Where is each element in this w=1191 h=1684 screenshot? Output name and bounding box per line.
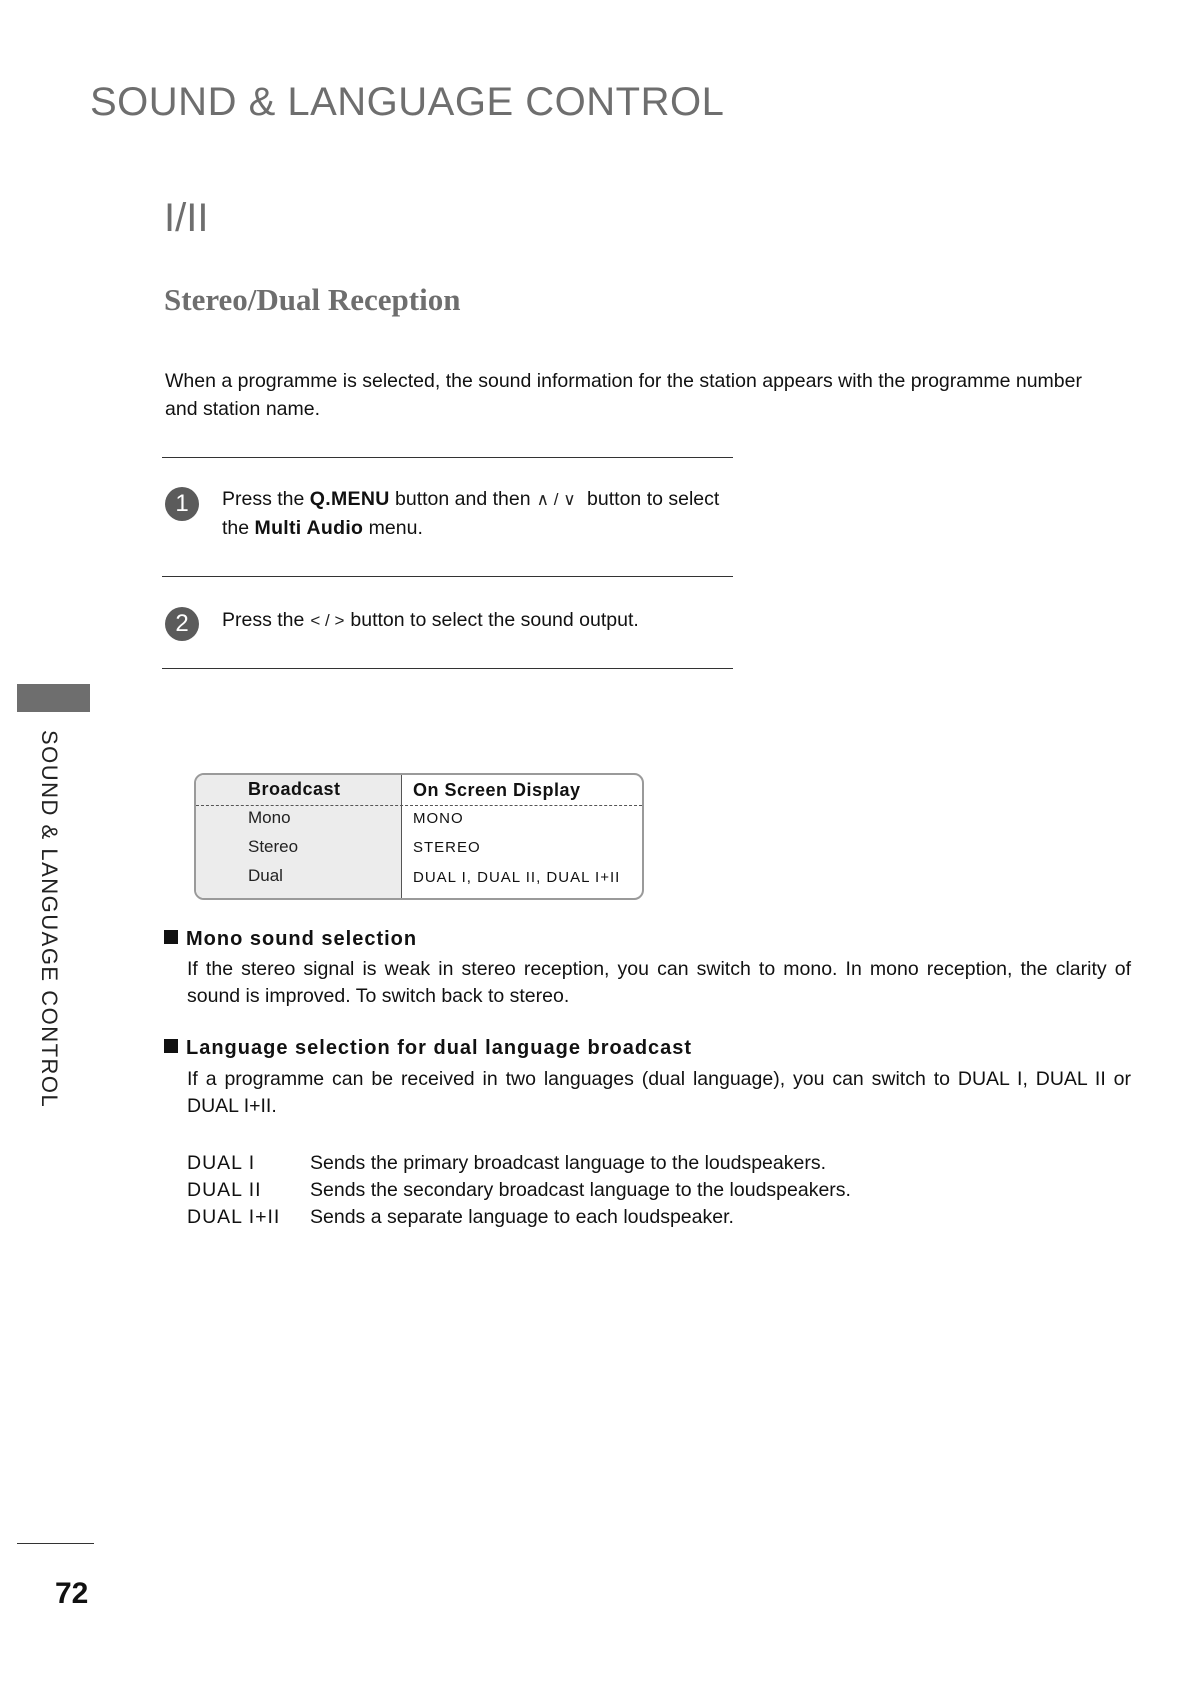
table-cell: Stereo <box>248 837 299 856</box>
language-heading <box>164 1037 692 1060</box>
step-1-text-b: button and then <box>389 488 531 510</box>
dual-item <box>187 1179 851 1202</box>
intro-paragraph: When a programme is selected, the sound information for the station appears with the programme number and station name. <box>165 370 1082 420</box>
dual-term: DUAL I+II <box>187 1206 281 1228</box>
table-cell: DUAL I, DUAL II, DUAL I+II <box>413 869 621 886</box>
table-header-osd: On Screen Display <box>413 780 581 800</box>
dual-desc: Sends the primary broadcast language to the loudspeakers. <box>310 1152 826 1174</box>
step-1-text-a: Press the <box>222 488 310 510</box>
table-header-broadcast: Broadcast <box>248 779 341 799</box>
dual-desc: Sends a separate language to each loudspeaker. <box>310 1206 734 1228</box>
mono-heading-text: Mono sound selection <box>186 928 418 950</box>
table-cell: MONO <box>413 810 464 827</box>
page-heading: Stereo/Dual Reception <box>164 282 461 317</box>
table-cell: STEREO <box>413 839 481 856</box>
mono-paragraph: If the stereo signal is weak in stereo reception, you can switch to mono. In mono reception, the clarity of sound is improved. To switch back to stereo. <box>187 958 1131 1007</box>
dual-term: DUAL II <box>187 1179 262 1201</box>
divider <box>162 668 733 669</box>
page-number-rule <box>17 1543 94 1544</box>
broadcast-table <box>194 773 644 900</box>
step-1-text <box>222 485 722 542</box>
step-2-text-b: button to select the sound output. <box>350 609 639 631</box>
page-number: 72 <box>55 1577 89 1610</box>
table-cell: Mono <box>248 808 291 827</box>
step-1-text-c: button to select the <box>222 488 720 539</box>
sub-title: I/II <box>164 196 209 240</box>
divider <box>162 576 733 577</box>
step-2-text <box>222 606 722 635</box>
language-paragraph: If a programme can be received in two languages (dual language), you can switch to DUAL I, DUAL II or DUAL I+II. <box>187 1068 1131 1117</box>
step-2-text-a: Press the <box>222 609 305 631</box>
qmenu-label: Q.MENU <box>309 488 390 510</box>
multi-audio-label: Multi Audio <box>254 517 364 539</box>
square-bullet-icon <box>164 930 178 944</box>
divider <box>162 457 733 458</box>
table-cell: Dual <box>248 866 283 885</box>
dual-term: DUAL I <box>187 1152 256 1174</box>
dual-desc: Sends the secondary broadcast language to the loudspeakers. <box>310 1179 851 1201</box>
mono-heading <box>164 928 417 951</box>
dual-item <box>187 1206 734 1229</box>
section-title: SOUND & LANGUAGE CONTROL <box>90 80 725 124</box>
language-heading-text: Language selection for dual language broadcast <box>186 1037 693 1059</box>
step-1-badge: 1 <box>165 487 199 521</box>
dual-item <box>187 1152 826 1175</box>
left-right-arrow-icon: < / > <box>310 611 345 630</box>
square-bullet-icon <box>164 1039 178 1053</box>
table-header-divider <box>196 805 642 806</box>
step-1-text-d: menu. <box>363 517 423 539</box>
up-down-arrow-icon: ∧ / ∨ <box>536 490 576 509</box>
step-2-badge: 2 <box>165 607 199 641</box>
side-tab-marker <box>17 684 90 712</box>
side-section-label: SOUND & LANGUAGE CONTROL <box>37 730 62 1109</box>
